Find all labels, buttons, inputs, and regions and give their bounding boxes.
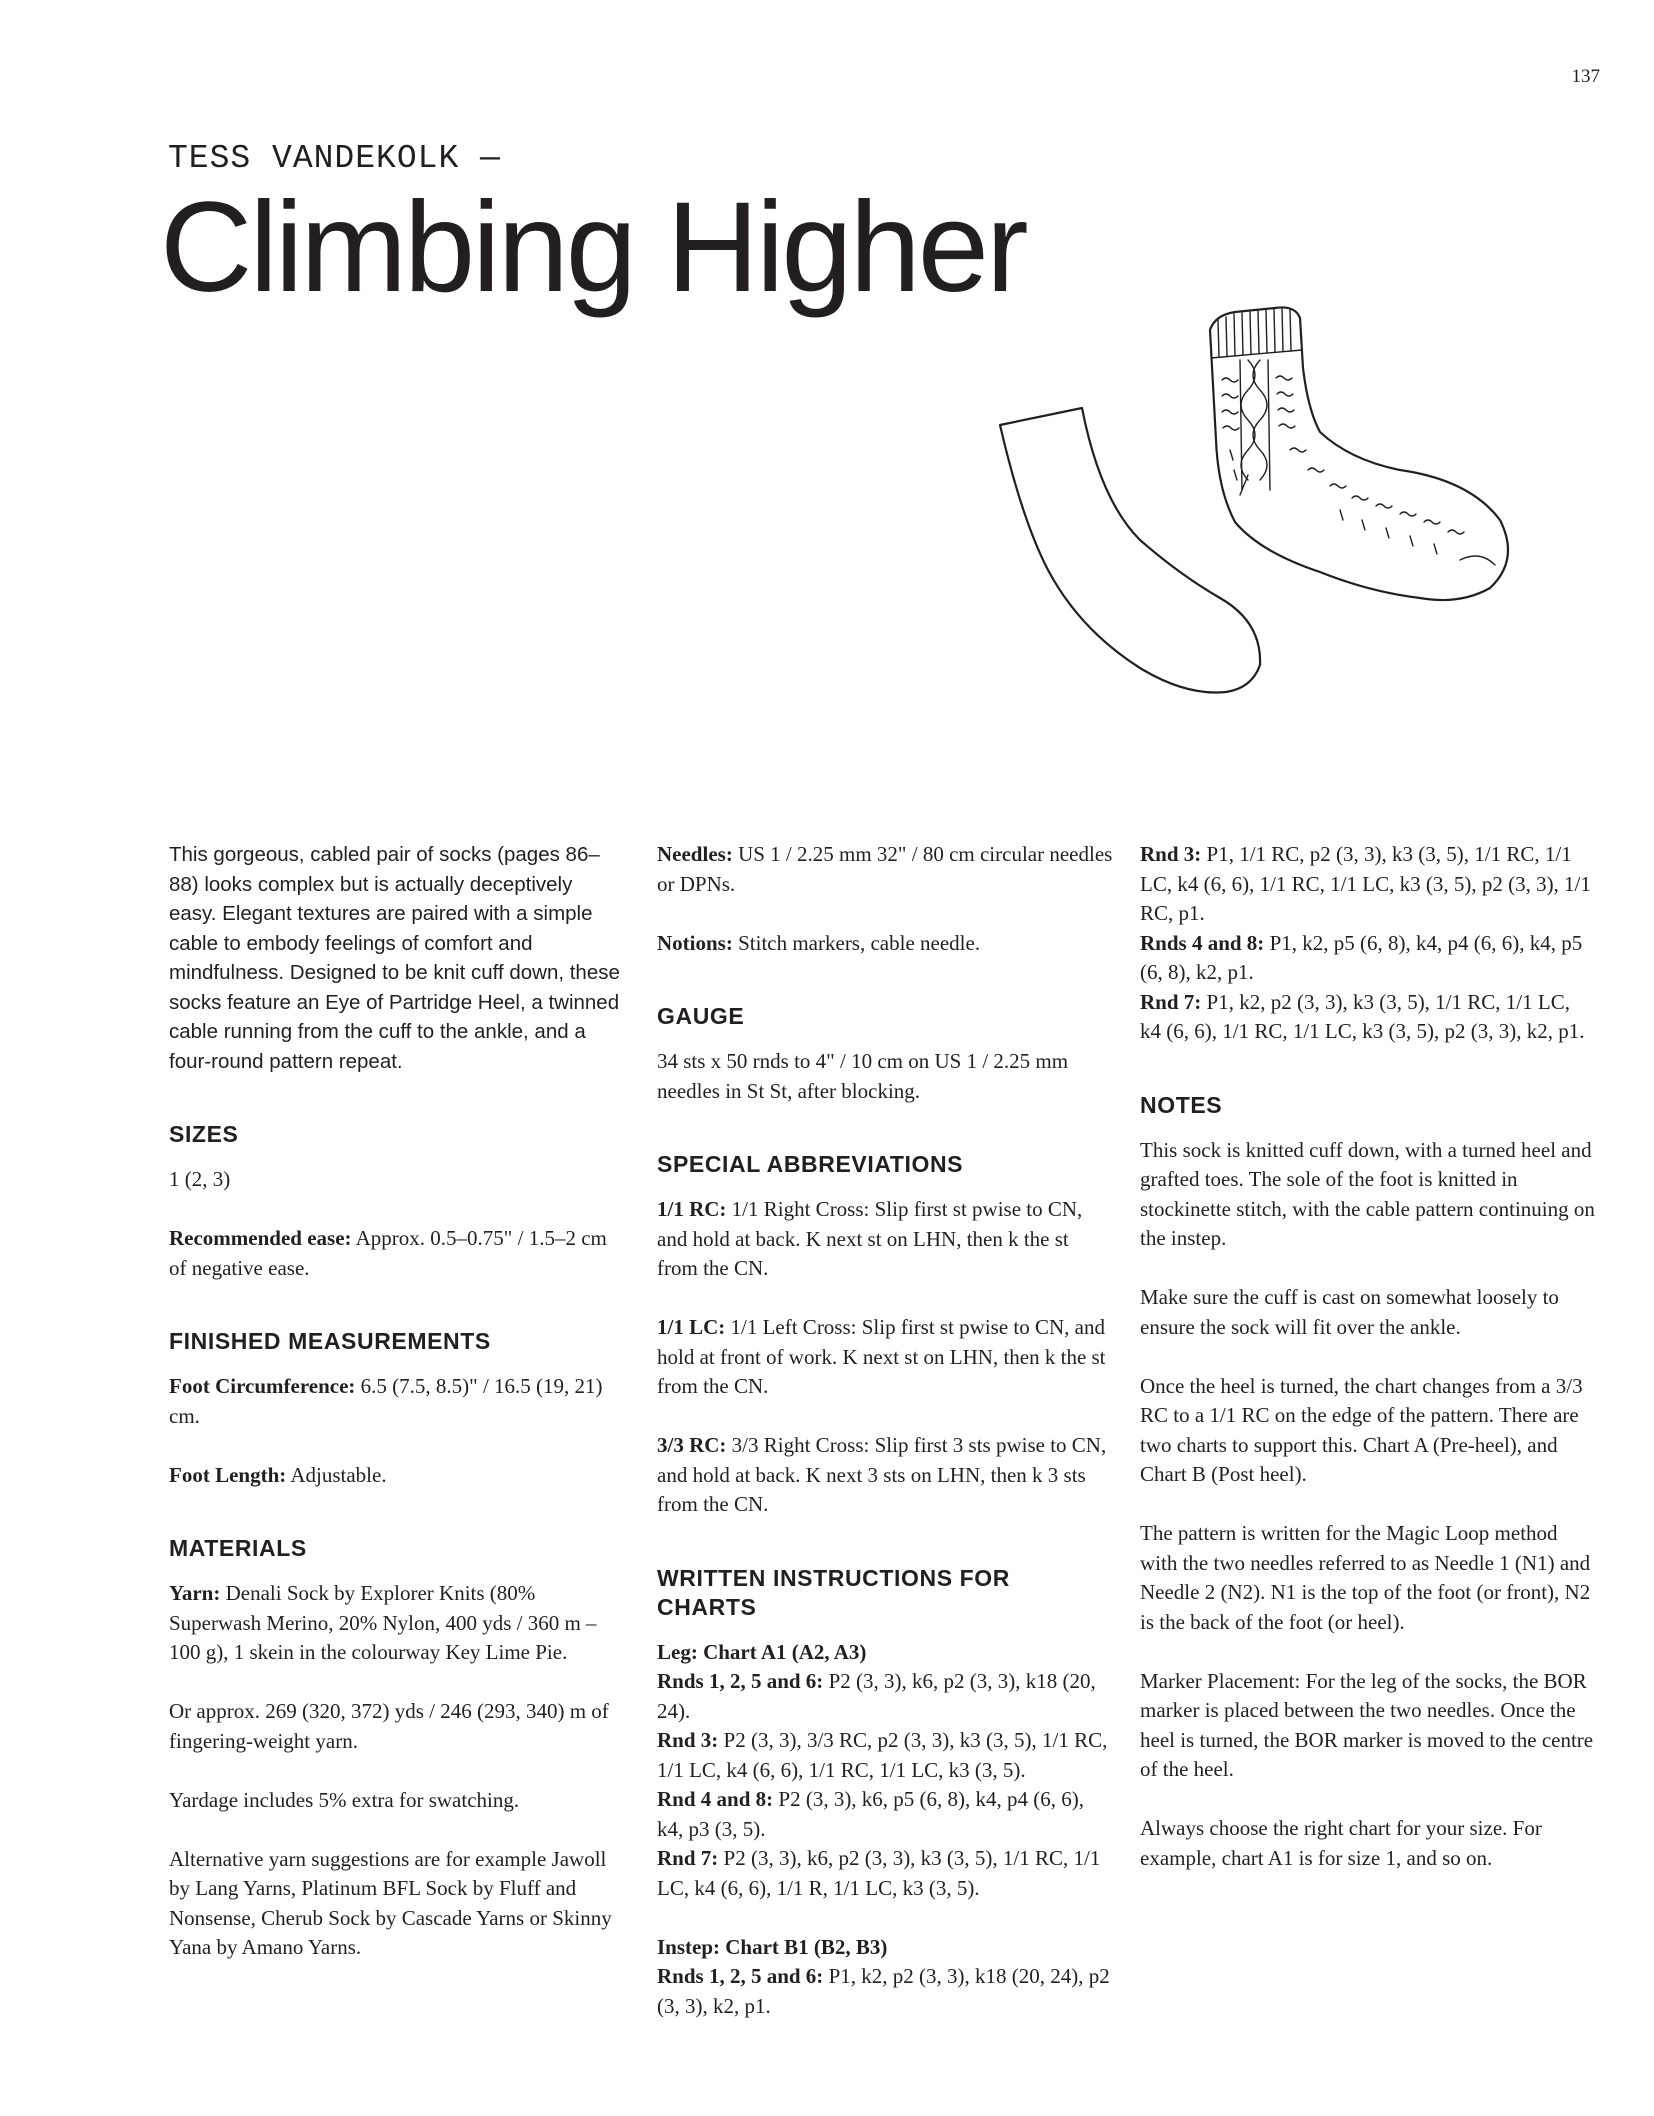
abbreviation-item	[657, 1313, 1113, 1402]
row-text: P2 (3, 3), k6, p2 (3, 3), k18 (20, 24).	[657, 1669, 1096, 1723]
row-label: Rnd 3:	[657, 1728, 719, 1752]
row-text: P2 (3, 3), k6, p2 (3, 3), k3 (3, 5), 1/1 RC, 1/1 LC, k4 (6, 6), 1/1 R, 1/1 LC, k3 (3, 5).	[657, 1846, 1101, 1900]
needles-value: US 1 / 2.25 mm 32" / 80 cm circular needles or DPNs.	[657, 842, 1113, 896]
page-title: Climbing Higher	[160, 176, 1026, 319]
row-text: P2 (3, 3), 3/3 RC, p2 (3, 3), k3 (3, 5), 1/1 RC, 1/1 LC, k4 (6, 6), 1/1 RC, 1/1 LC, k3 (3, 5).	[657, 1728, 1108, 1782]
sizes-section	[169, 1120, 625, 1283]
yarn-value: Denali Sock by Explorer Knits (80% Superwash Merino, 20% Nylon, 400 yds / 360 m – 100 g), 1 skein in the colourway Key Lime Pie.	[169, 1581, 597, 1664]
row-label: Rnds 1, 2, 5 and 6:	[657, 1669, 824, 1693]
intro-text: This gorgeous, cabled pair of socks (pages 86–88) looks complex but is actually deceptively easy. Elegant textures are paired with a simple cable to embody feelings of comfort and mindfulness. Designed to be knit cuff down, these socks feature an Eye of Partridge Heel, a twinned cable running from the cuff to the ankle, and a four-round pattern repeat.	[169, 843, 620, 1073]
needles-label: Needles:	[657, 842, 733, 866]
finished-heading: FINISHED MEASUREMENTS	[169, 1328, 491, 1354]
notes-paragraph: Marker Placement: For the leg of the socks, the BOR marker is placed between the two needles. Once the heel is turned, the BOR marker is moved to the centre of the heel.	[1140, 1668, 1594, 1781]
instep-instructions-start	[657, 1933, 1113, 2022]
notions-text	[657, 929, 1113, 959]
foot-circumference	[169, 1372, 625, 1431]
instep-chart-label: Instep: Chart B1 (B2, B3)	[657, 1934, 888, 1959]
ease-text	[169, 1224, 625, 1283]
notes-heading: NOTES	[1140, 1091, 1223, 1118]
written-instructions-heading: WRITTEN INSTRUCTIONS FOR CHARTS	[657, 1564, 1010, 1620]
needles-text	[657, 840, 1113, 899]
ease-value: Approx. 0.5–0.75" / 1.5–2 cm of negative ease.	[169, 1226, 607, 1280]
row-text: P1, k2, p2 (3, 3), k3 (3, 5), 1/1 RC, 1/1 LC, k4 (6, 6), 1/1 RC, 1/1 LC, k3 (3, 5), p2 (3, 3), k2, p1.	[1140, 989, 1585, 1043]
finished-section	[169, 1327, 625, 1490]
cabled-sock-outline	[1210, 307, 1508, 600]
gauge-section	[657, 1002, 1113, 1106]
notes-paragraph: Always choose the right chart for your size. For example, chart A1 is for size 1, and so on.	[1140, 1816, 1542, 1870]
page-number: 137	[1571, 66, 1600, 87]
notes-paragraph: Once the heel is turned, the chart changes from a 3/3 RC to a 1/1 RC on the edge of the pattern. There are two charts to support this. Chart A (Pre-heel), and Chart B (Post heel).	[1140, 1373, 1583, 1486]
sizes-value: 1 (2, 3)	[169, 1167, 231, 1191]
foot-length	[169, 1461, 625, 1491]
yardage-text: Yardage includes 5% extra for swatching.	[169, 1787, 520, 1812]
notions-value: Stitch markers, cable needle.	[732, 930, 981, 955]
foot-circumference-label: Foot Circumference:	[169, 1374, 356, 1398]
ease-label: Recommended ease:	[169, 1226, 352, 1250]
notions-label: Notions:	[657, 930, 733, 955]
sizes-heading: SIZES	[169, 1121, 239, 1147]
materials-heading: MATERIALS	[169, 1535, 307, 1561]
abbreviation-text: 1/1 Left Cross: Slip first st pwise to CN, and hold at front of work. K next st on LHN, then k the st from the CN.	[657, 1315, 1106, 1398]
notes-paragraph: This sock is knitted cuff down, with a turned heel and grafted toes. The sole of the foot is knitted in stockinette stitch, with the cable pattern continuing on the instep.	[1140, 1137, 1595, 1250]
column-right	[1140, 840, 1596, 1873]
abbreviation-item	[657, 1431, 1113, 1520]
foot-circumference-value: 6.5 (7.5, 8.5)" / 16.5 (19, 21) cm.	[169, 1374, 603, 1428]
notes-section	[1140, 1091, 1596, 1874]
gauge-heading: GAUGE	[657, 1003, 745, 1029]
gauge-text: 34 sts x 50 rnds to 4" / 10 cm on US 1 / 2.25 mm needles in St St, after blocking.	[657, 1049, 1069, 1103]
designer-name: TESS VANDEKOLK —	[168, 140, 501, 177]
row-text: P2 (3, 3), k6, p5 (6, 8), k4, p4 (6, 6), k4, p3 (3, 5).	[657, 1787, 1085, 1841]
instep-instructions-cont	[1140, 840, 1596, 1047]
row-label: Rnd 7:	[657, 1846, 719, 1870]
foot-length-value: Adjustable.	[286, 1462, 387, 1487]
abbreviations-section	[657, 1150, 1113, 1520]
row-label: Rnd 3:	[1140, 842, 1202, 866]
sock-pair-illustration	[990, 300, 1570, 800]
abbreviation-text: 3/3 Right Cross: Slip first 3 sts pwise to CN, and hold at back. K next 3 sts on LHN, then k 3 sts from the CN.	[657, 1433, 1107, 1516]
plain-sock-outline	[1000, 408, 1260, 693]
row-label: Rnds 4 and 8:	[1140, 930, 1265, 955]
notes-paragraph: The pattern is written for the Magic Loop method with the two needles referred to as Needle 1 (N1) and Needle 2 (N2). N1 is the top of the foot (or front), N2 is the back of the foot (or heel).	[1140, 1521, 1591, 1634]
row-text: P1, 1/1 RC, p2 (3, 3), k3 (3, 5), 1/1 RC, 1/1 LC, k4 (6, 6), 1/1 RC, 1/1 LC, k3 (3, 5), p2 (3, 3), 1/1 RC, p1.	[1140, 842, 1591, 925]
yarn-label: Yarn:	[169, 1581, 221, 1605]
yarn-text	[169, 1579, 625, 1668]
notes-paragraph: Make sure the cuff is cast on somewhat loosely to ensure the sock will fit over the ankle.	[1140, 1285, 1559, 1339]
alternatives-text: Alternative yarn suggestions are for example Jawoll by Lang Yarns, Platinum BFL Sock by Fluff and Nonsense, Cherub Sock by Cascade Yarns or Skinny Yana by Amano Yarns.	[169, 1846, 612, 1959]
leg-instructions	[657, 1638, 1113, 1904]
abbreviation-item	[657, 1195, 1113, 1284]
column-left	[169, 840, 625, 1963]
abbreviation-label: 1/1 LC:	[657, 1315, 726, 1339]
row-label: Rnds 1, 2, 5 and 6:	[657, 1964, 824, 1988]
abbreviation-label: 3/3 RC:	[657, 1433, 727, 1457]
abbreviations-heading: SPECIAL ABBREVIATIONS	[657, 1151, 964, 1177]
row-label: Rnd 7:	[1140, 989, 1202, 1014]
abbreviation-label: 1/1 RC:	[657, 1197, 727, 1221]
materials-section	[169, 1534, 625, 1963]
row-text: P1, k2, p5 (6, 8), k4, p4 (6, 6), k4, p5 (6, 8), k2, p1.	[1140, 930, 1583, 984]
row-text: P1, k2, p2 (3, 3), k18 (20, 24), p2 (3, 3), k2, p1.	[657, 1964, 1110, 2018]
alt-amount-text: Or approx. 269 (320, 372) yds / 246 (293, 340) m of fingering-weight yarn.	[169, 1699, 609, 1753]
leg-chart-label: Leg: Chart A1 (A2, A3)	[657, 1639, 867, 1664]
abbreviation-text: 1/1 Right Cross: Slip first st pwise to CN, and hold at back. K next st on LHN, then k the st from the CN.	[657, 1197, 1083, 1280]
column-middle	[657, 840, 1113, 2021]
row-label: Rnd 4 and 8:	[657, 1787, 774, 1811]
foot-length-label: Foot Length:	[169, 1462, 287, 1487]
written-instructions-section	[657, 1564, 1113, 2022]
